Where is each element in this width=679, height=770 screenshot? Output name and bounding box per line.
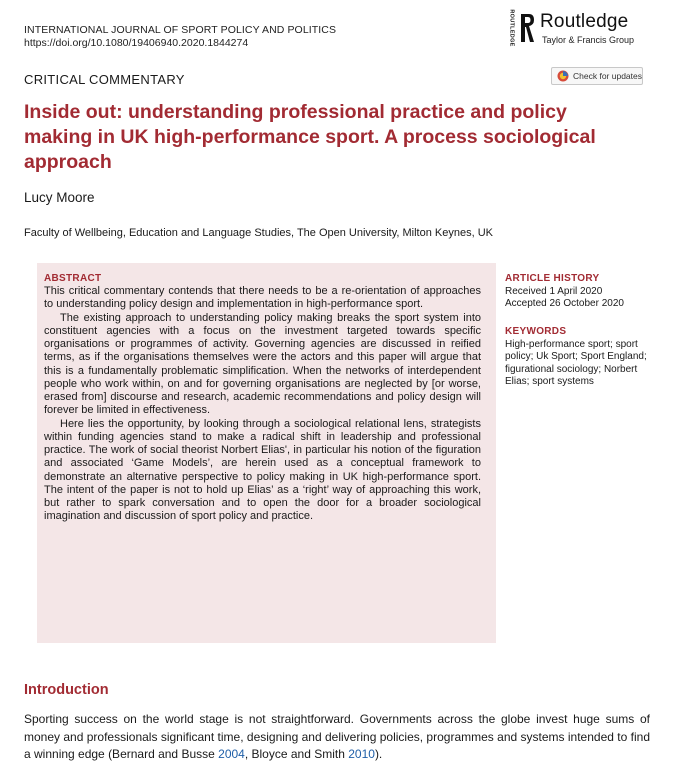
article-type: CRITICAL COMMENTARY [24,72,185,87]
introduction-heading: Introduction [24,682,109,698]
article-history [505,273,655,311]
citation-link[interactable]: 2010 [348,747,375,761]
check-for-updates-button[interactable] [551,67,643,85]
article-history-heading: ARTICLE HISTORY [505,273,600,284]
abstract-paragraph: The existing approach to understanding policy making breaks the sport system into constituent agencies with a focus on the investment targeted towards specific organisations or programmes of activity. Governing agencies are discussed in reified terms, as if the organisations themselves were the actors and this paper will argue that this is a fundamentally problematic simplification. When the networks of interdependent people who work within, on and for governing organisations are neglected by [or worse, erased from] discourse and research, academic recommendations and policy design will forever be limited in effectiveness. [44,311,481,417]
publisher-name: Routledge [540,11,629,32]
received-date: Received 1 April 2020 [505,285,603,297]
article-title: Inside out: understanding professional practice and policy making in UK high-performance sport. A process sociological approach [24,101,596,173]
introduction-body [24,711,650,764]
logo-vertical-text: ROUTLEDGE [509,9,516,47]
keywords-heading: KEYWORDS [505,326,567,337]
journal-header [24,24,336,50]
introduction-paragraph: Sporting success on the world stage is not straightforward. Governments across the globe invest huge sums of money and professionals significant time, designing and delivering policies, programmes and systems intended to find a winning edge (Bernard and Busse 2004, Bloyce and Smith 2010). [24,712,650,761]
keywords-list: High-performance sport; sport policy; Uk Sport; Sport England; figurational sociology; Norbert Elias; sport systems [505,338,647,387]
accepted-date: Accepted 26 October 2020 [505,298,624,309]
publisher-subtitle: Taylor & Francis Group [542,35,635,45]
doi-link[interactable]: https://doi.org/10.1080/19406940.2020.1844274 [24,37,249,49]
routledge-logo-icon [519,12,535,44]
author-name[interactable]: Lucy Moore [24,190,95,205]
check-updates-icon [557,70,569,82]
publisher-logo[interactable] [505,8,655,48]
author-affiliation: Faculty of Wellbeing, Education and Language Studies, The Open University, Milton Keynes, UK [24,227,493,239]
journal-name: INTERNATIONAL JOURNAL OF SPORT POLICY AND POLITICS [24,24,337,36]
keywords [505,326,655,389]
abstract-heading: ABSTRACT [44,273,102,284]
check-updates-label: Check for updates [573,71,642,81]
abstract-paragraph: Here lies the opportunity, by looking through a sociological relational lens, strategists within funding agencies stand to make a radical shift in leadership and professional practice. The work of social theorist Norbert Elias', in particular his notion of the figuration and associated ‘Game Models’, are herein used as a conceptual framework to demonstrate an alternative perspective to policy making in UK high-performance sport. The intent of the paper is not to hold up Elias’ as a ‘right’ way of approaching this work, but rather to spark conversation and to open the door for a broader sociological imagination and discussion of sport policy and practice. [44,417,481,523]
abstract-box [37,263,496,643]
citation-link[interactable]: 2004 [218,747,245,761]
abstract-paragraph: This critical commentary contends that there needs to be a re-orientation of approaches to understanding policy design and implementation in high-performance sport. [44,285,481,311]
